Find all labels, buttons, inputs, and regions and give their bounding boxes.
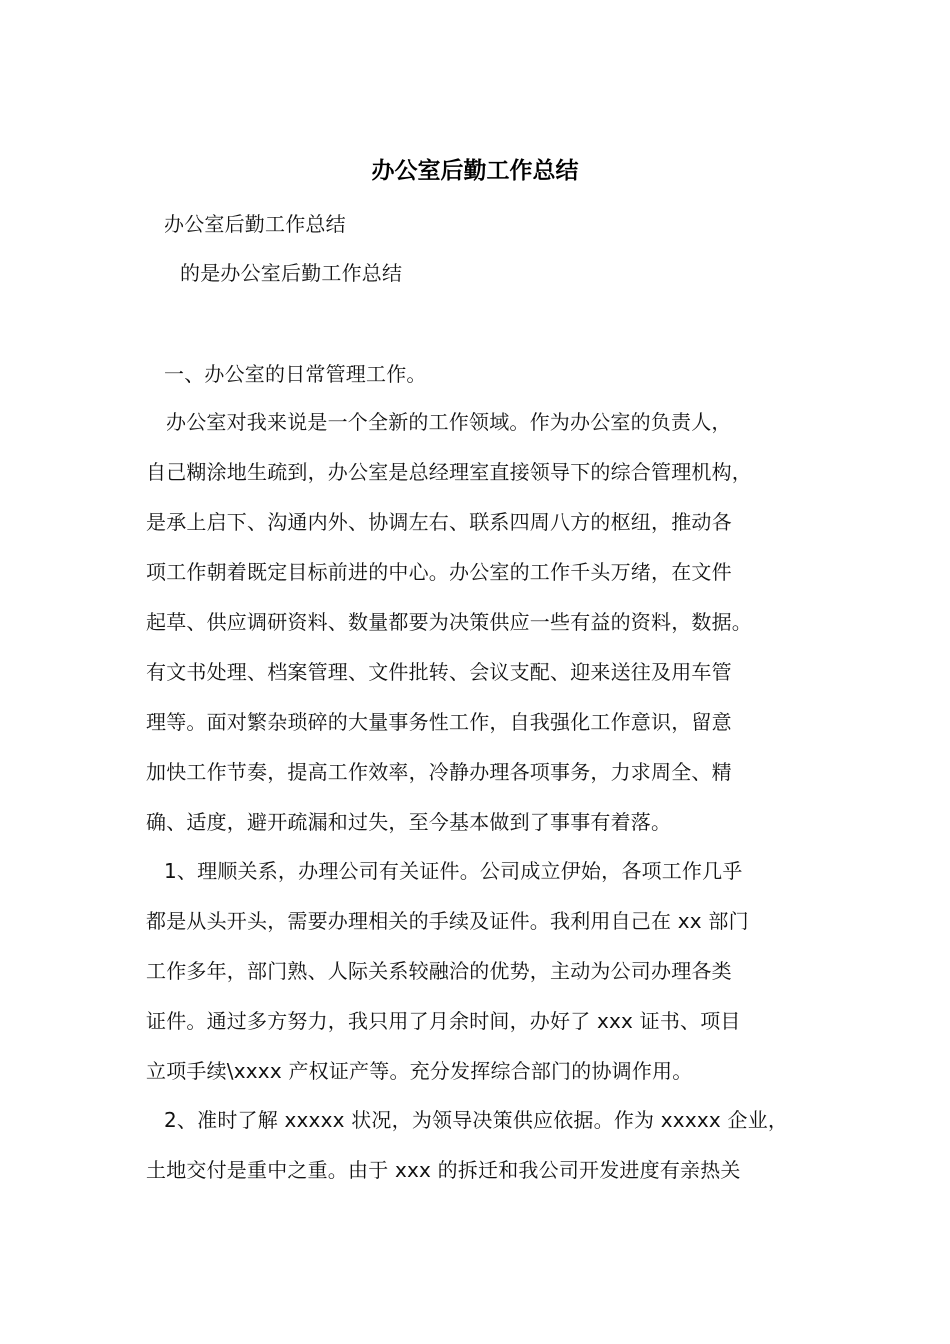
body-text-line: 办公室对我来说是一个全新的工作领域。作为办公室的负责人，: [166, 410, 732, 434]
body-text-line: 工作多年，部门熟、人际关系较融洽的优势，主动为公司办理各类: [146, 959, 732, 983]
body-text-line: 起草、供应调研资料、数量都要为决策供应一些有益的资料，数据。: [146, 610, 752, 634]
body-text-line: 证件。通过多方努力，我只用了月余时间，办好了 xxx 证书、项目: [146, 1009, 741, 1033]
section-heading: 一、办公室的日常管理工作。: [164, 362, 427, 386]
body-text-line: 理等。面对繁杂琐碎的大量事务性工作，自我强化工作意识，留意: [146, 710, 732, 734]
body-text-line: 2、准时了解 xxxxx 状况，为领导决策供应依据。作为 xxxxx 企业，: [164, 1108, 789, 1132]
subtitle-line: 办公室后勤工作总结: [164, 212, 346, 236]
body-text-line: 确、适度，避开疏漏和过失，至今基本做到了事事有着落。: [146, 810, 672, 834]
body-text-line: 项工作朝着既定目标前进的中心。办公室的工作千头万绪，在文件: [146, 560, 732, 584]
body-text-line: 1、理顺关系，办理公司有关证件。公司成立伊始，各项工作几乎: [164, 859, 743, 883]
document-title: 办公室后勤工作总结: [371, 157, 579, 184]
body-text-line: 土地交付是重中之重。由于 xxx 的拆迁和我公司开发进度有亲热关: [146, 1158, 741, 1182]
body-text-line: 有文书处理、档案管理、文件批转、会议支配、迎来送往及用车管: [146, 660, 732, 684]
body-text-line: 自己糊涂地生疏到，办公室是总经理室直接领导下的综合管理机构，: [146, 460, 752, 484]
body-text-line: 加快工作节奏，提高工作效率，冷静办理各项事务，力求周全、精: [146, 760, 732, 784]
body-text-line: 是承上启下、沟通内外、协调左右、联系四周八方的枢纽，推动各: [146, 510, 732, 534]
body-text-line: 立项手续\xxxx 产权证产等。充分发挥综合部门的协调作用。: [146, 1059, 693, 1083]
subtitle-line: 的是办公室后勤工作总结: [180, 261, 403, 285]
body-text-line: 都是从头开头，需要办理相关的手续及证件。我利用自己在 xx 部门: [146, 909, 749, 933]
